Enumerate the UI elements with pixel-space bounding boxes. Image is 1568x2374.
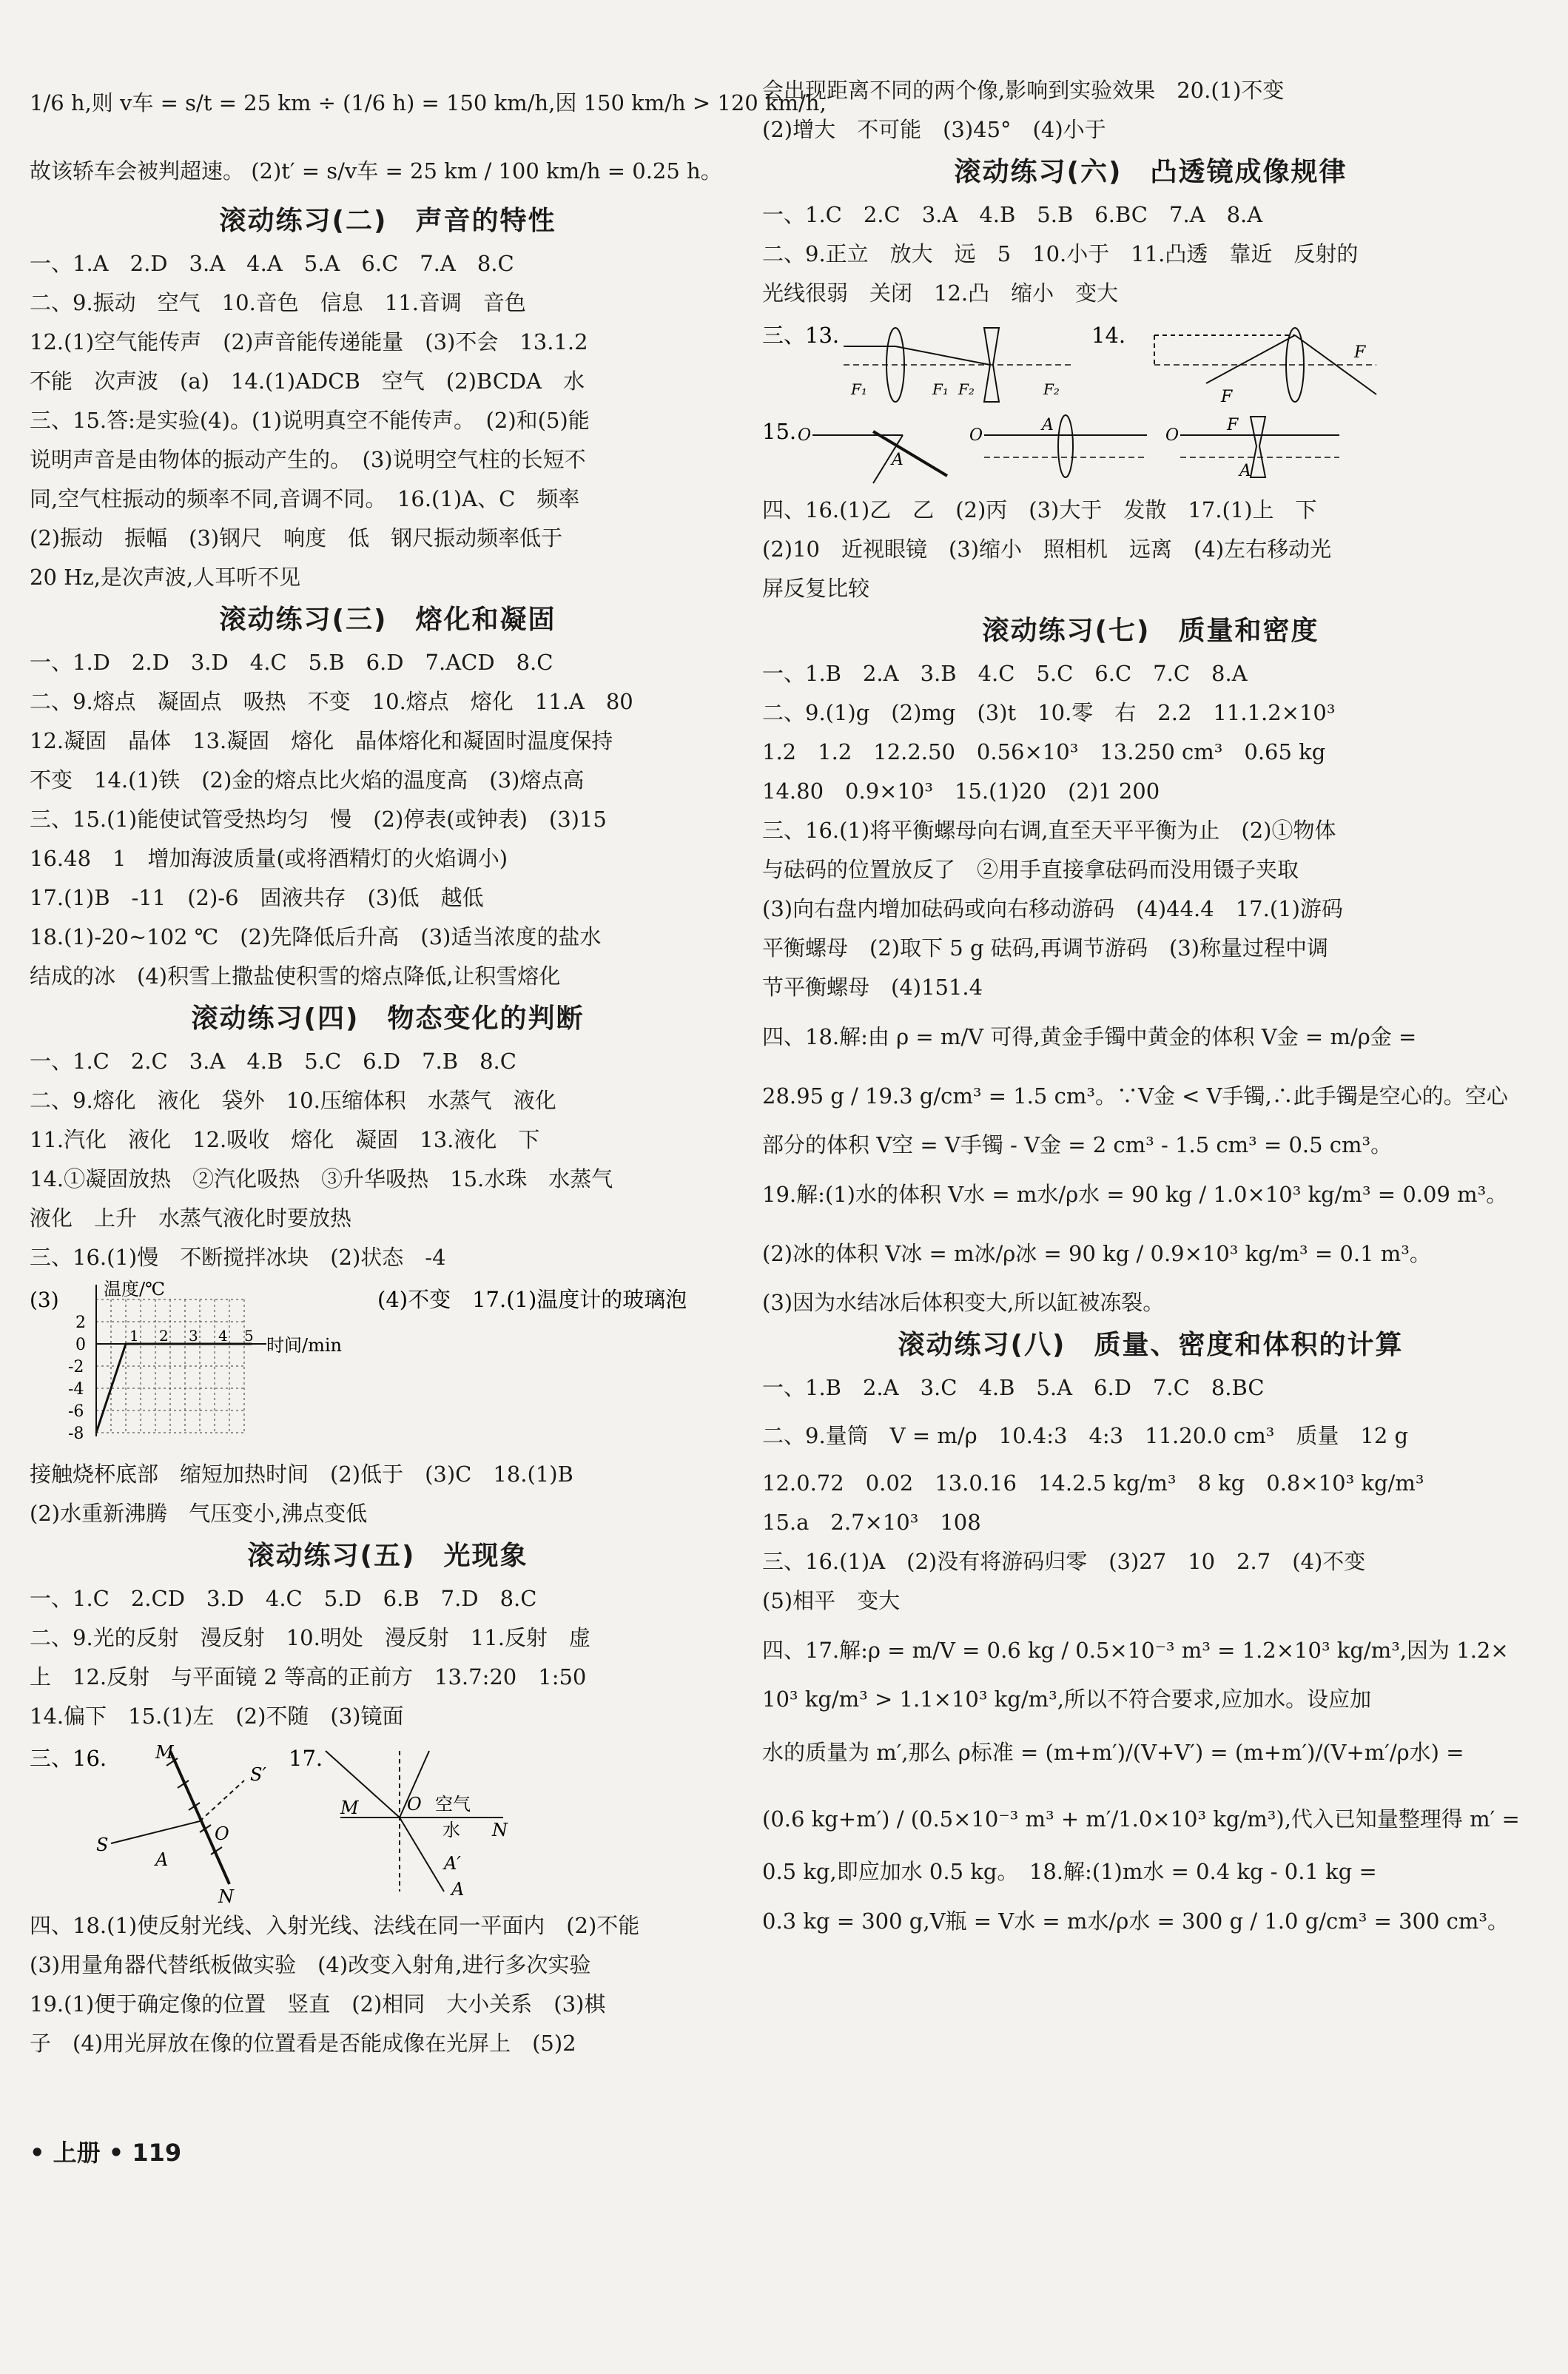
point-label: O <box>407 1794 422 1815</box>
point-label: N <box>492 1820 508 1840</box>
text-line: 12.(1)空气能传声 (2)声音能传递能量 (3)不会 13.1.2 <box>30 329 588 354</box>
y-tick: -6 <box>68 1402 84 1421</box>
text-line: 20 Hz,是次声波,人耳听不见 <box>30 565 301 590</box>
text-line: 一、1.B 2.A 3.B 4.C 5.C 6.C 7.C 8.A <box>762 661 1248 686</box>
section-title-6: 滚动练习(六) 凸透镜成像规律 <box>954 157 1347 187</box>
x-axis-label: 时间/min <box>266 1335 342 1356</box>
section-3-body <box>30 643 746 996</box>
text-line: 会出现距离不同的两个像,影响到实验效果 20.(1)不变 <box>762 78 1285 103</box>
point-label: F <box>1221 388 1233 406</box>
x-tick: 1 <box>129 1327 139 1345</box>
text-line: 11.汽化 液化 12.吸收 熔化 凝固 13.液化 下 <box>30 1127 540 1152</box>
text-line: 二、9.正立 放大 远 5 10.小于 11.凸透 靠近 反射的 <box>762 241 1359 266</box>
point-label: N <box>218 1886 234 1907</box>
point-label: F₂ <box>958 380 975 398</box>
point-label: O <box>798 426 812 445</box>
text-line: 结成的冰 (4)积雪上撒盐使积雪的熔点降低,让积雪熔化 <box>30 964 561 989</box>
text-line: 12.0.72 0.02 13.0.16 14.2.5 kg/m³ 8 kg 0.8×10³ kg/m³ <box>762 1470 1424 1496</box>
section-title-3: 滚动练习(三) 熔化和凝固 <box>219 605 556 635</box>
graph-item-label: (3) <box>30 1288 59 1312</box>
section-2-body <box>30 244 746 597</box>
text-line: 节平衡螺母 (4)151.4 <box>762 975 983 1000</box>
text-line: 液化 上升 水蒸气液化时要放热 <box>30 1206 352 1231</box>
text-line: (3)用量角器代替纸板做实验 (4)改变入射角,进行多次实验 <box>30 1952 591 1977</box>
incident-ray <box>326 1751 400 1818</box>
fig13-label: 三、13. <box>762 323 840 348</box>
text-line: 12.凝固 晶体 13.凝固 熔化 晶体熔化和凝固时温度保持 <box>30 728 613 753</box>
text-line: 10³ kg/m³ > 1.1×10³ kg/m³,所以不符合要求,应加水。设应加 <box>762 1687 1372 1712</box>
virtual-ray <box>200 1780 244 1821</box>
lens-figures-b <box>762 409 1539 491</box>
text-line: 14.①凝固放热 ②汽化吸热 ③升华吸热 15.水珠 水蒸气 <box>30 1166 613 1191</box>
concave-lens <box>1251 417 1265 477</box>
page-footer: • 上册 • 119 <box>30 2139 182 2167</box>
text-line: 三、16.(1)慢 不断搅拌冰块 (2)状态 -4 <box>30 1245 446 1270</box>
text-line: 接触烧杯底部 缩短加热时间 (2)低于 (3)C 18.(1)B <box>30 1462 573 1487</box>
point-label: A <box>451 1879 465 1900</box>
temperature-graph-figure <box>30 1277 746 1455</box>
text-line: 三、15.答:是实验(4)。(1)说明真空不能传声。 (2)和(5)能 <box>30 408 590 433</box>
text-line: 一、1.C 2.CD 3.D 4.C 5.D 6.B 7.D 8.C <box>30 1586 537 1611</box>
section-title-4: 滚动练习(四) 物态变化的判断 <box>191 1003 585 1034</box>
lens-diagrams-15 <box>762 409 1539 491</box>
text-line: 部分的体积 V空 = V手镯 - V金 = 2 cm³ - 1.5 cm³ = 0.5 cm³。 <box>762 1132 1393 1157</box>
text-line: 0.5 kg,即应加水 0.5 kg。 18.解:(1)m水 = 0.4 kg - 0.1 kg = <box>762 1859 1377 1884</box>
point-label: O <box>1165 426 1180 445</box>
graph-side-text: (4)不变 17.(1)温度计的玻璃泡 <box>377 1287 687 1312</box>
point-label: O <box>215 1823 229 1844</box>
point-label: F₁ <box>851 380 867 398</box>
plane-mirror <box>170 1751 229 1884</box>
text-line: 四、18.解:由 ρ = m/V 可得,黄金手镯中黄金的体积 V金 = m/ρ金 = <box>762 1024 1417 1049</box>
section-5-body <box>30 1579 746 1736</box>
section-4-body <box>30 1042 746 1277</box>
fig14-label: 14. <box>1091 323 1126 348</box>
text-line: 子 (4)用光屏放在像的位置看是否能成像在光屏上 (5)2 <box>30 2031 576 2056</box>
incident-ray <box>111 1821 200 1843</box>
text-line: (3)向右盘内增加砝码或向右移动游码 (4)44.4 17.(1)游码 <box>762 896 1343 921</box>
text-line: 说明声音是由物体的振动产生的。 (3)说明空气柱的长短不 <box>30 447 586 472</box>
point-label: F <box>1227 416 1239 434</box>
text-line: (2)增大 不可能 (3)45° (4)小于 <box>762 117 1106 142</box>
text-line: 四、17.解:ρ = m/V = 0.6 kg / 0.5×10⁻³ m³ = 1.2×10³ kg/m³,因为 1.2× <box>762 1638 1509 1663</box>
text-line: 三、16.(1)A (2)没有将游码归零 (3)27 10 2.7 (4)不变 <box>762 1549 1366 1574</box>
point-label: S <box>96 1835 109 1855</box>
text-line: (2)10 近视眼镜 (3)缩小 照相机 远离 (4)左右移动光 <box>762 537 1332 562</box>
point-label: S′ <box>250 1764 266 1785</box>
text-line: (2)冰的体积 V冰 = m冰/ρ冰 = 90 kg / 0.9×10³ kg/m³ = 0.1 m³。 <box>762 1241 1431 1266</box>
text-line: 一、1.C 2.C 3.A 4.B 5.C 6.D 7.B 8.C <box>30 1049 517 1074</box>
y-tick: 0 <box>75 1336 86 1354</box>
text-line: 19.(1)便于确定像的位置 竖直 (2)相同 大小关系 (3)棋 <box>30 1991 606 2017</box>
text-line: 二、9.振动 空气 10.音色 信息 11.音调 音色 <box>30 290 526 315</box>
text-line: 光线很弱 关闭 12.凸 缩小 变大 <box>762 280 1119 306</box>
text-line: 不变 14.(1)铁 (2)金的熔点比火焰的温度高 (3)熔点高 <box>30 767 585 793</box>
text-line: 14.80 0.9×10³ 15.(1)20 (2)1 200 <box>762 779 1160 804</box>
point-label: F₁ <box>932 380 949 398</box>
text-line: 三、16.(1)将平衡螺母向右调,直至天平平衡为止 (2)①物体 <box>762 818 1336 843</box>
lens-figures-a <box>762 313 1539 409</box>
point-label: A′ <box>444 1853 461 1874</box>
reflection-diagrams <box>30 1736 746 1906</box>
text-line: 一、1.C 2.C 3.A 4.B 5.B 6.BC 7.A 8.A <box>762 202 1263 227</box>
fig15-label: 15. <box>762 419 797 444</box>
convex-lens <box>1058 415 1073 477</box>
point-label: A <box>155 1849 169 1870</box>
y-tick: -4 <box>68 1380 84 1399</box>
text-line: 1.2 1.2 12.2.50 0.56×10³ 13.250 cm³ 0.65 kg <box>762 739 1326 764</box>
text-line: (5)相平 变大 <box>762 1588 901 1613</box>
text-line: 故该轿车会被判超速。 (2)t′ = s/v车 = 25 km / 100 km/h = 0.25 h。 <box>30 158 722 184</box>
section-title-7: 滚动练习(七) 质量和密度 <box>982 616 1319 646</box>
refracted-ray <box>400 1818 444 1892</box>
text-line: 二、9.(1)g (2)mg (3)t 10.零 右 2.2 11.1.2×10³ <box>762 700 1336 725</box>
text-line: 二、9.熔点 凝固点 吸热 不变 10.熔点 熔化 11.A 80 <box>30 689 633 714</box>
fig16-label: 三、16. <box>30 1746 107 1771</box>
text-line: 与砝码的位置放反了 ②用手直接拿砝码而没用镊子夹取 <box>762 857 1299 882</box>
text-line: 一、1.D 2.D 3.D 4.C 5.B 6.D 7.ACD 8.C <box>30 650 553 675</box>
x-tick: 5 <box>244 1327 254 1345</box>
x-tick: 3 <box>189 1327 198 1345</box>
point-label: A <box>892 451 904 469</box>
text-line: (0.6 kg+m′) / (0.5×10⁻³ m³ + m′/1.0×10³ kg/m³),代入已知量整理得 m′ = <box>762 1806 1520 1832</box>
text-line: 上 12.反射 与平面镜 2 等高的正前方 13.7:20 1:50 <box>30 1664 587 1689</box>
text-line: 同,空气柱振动的频率不同,音调不同。 16.(1)A、C 频率 <box>30 486 580 511</box>
point-label: A <box>1042 416 1054 434</box>
text-line: 平衡螺母 (2)取下 5 g 砝码,再调节游码 (3)称量过程中调 <box>762 935 1329 961</box>
point-label: F₂ <box>1043 380 1060 398</box>
text-line: 14.偏下 15.(1)左 (2)不随 (3)镜面 <box>30 1704 404 1729</box>
point-label: M <box>155 1742 174 1763</box>
right-column <box>762 71 1539 1951</box>
x-tick: 4 <box>218 1327 228 1345</box>
text-line: 28.95 g / 19.3 g/cm³ = 1.5 cm³。∵V金 < V手镯,∴此手镯是空心的。空心 <box>762 1083 1508 1109</box>
point-label: M <box>340 1798 359 1818</box>
text-line: (2)水重新沸腾 气压变小,沸点变低 <box>30 1501 368 1526</box>
fig17-label: 17. <box>289 1746 323 1771</box>
temperature-graph <box>30 1277 746 1455</box>
point-label: A <box>1239 462 1251 480</box>
point-label: F <box>1354 343 1366 362</box>
text-line: 屏反复比较 <box>762 576 870 601</box>
text-line: 二、9.熔化 液化 袋外 10.压缩体积 水蒸气 液化 <box>30 1088 556 1113</box>
text-line: 四、16.(1)乙 乙 (2)丙 (3)大于 发散 17.(1)上 下 <box>762 497 1317 522</box>
text-line: 15.a 2.7×10³ 108 <box>762 1510 981 1535</box>
text-line: 1/6 h,则 v车 = s/t = 25 km ÷ (1/6 h) = 150 km/h,因 150 km/h > 120 km/h, <box>30 90 827 115</box>
section-title-5: 滚动练习(五) 光现象 <box>247 1541 528 1571</box>
text-line: 18.(1)-20~102 ℃ (2)先降低后升高 (3)适当浓度的盐水 <box>30 924 602 949</box>
x-tick: 2 <box>159 1327 169 1345</box>
text-line: 17.(1)B -11 (2)-6 固液共存 (3)低 越低 <box>30 885 484 910</box>
text-line: 一、1.B 2.A 3.C 4.B 5.A 6.D 7.C 8.BC <box>762 1375 1265 1400</box>
text-line: (3)因为水结冰后体积变大,所以缸被冻裂。 <box>762 1290 1165 1315</box>
section-title-8: 滚动练习(八) 质量、密度和体积的计算 <box>898 1330 1404 1360</box>
point-label: O <box>969 426 983 445</box>
text-line: 水的质量为 m′,那么 ρ标准 = (m+m′)/(V+V′) = (m+m′)/(V+m′/ρ水) = <box>762 1740 1464 1765</box>
medium-label: 空气 <box>435 1794 471 1815</box>
section-8-body <box>762 1368 1539 1951</box>
section-6-body <box>762 195 1539 313</box>
section-title-2: 滚动练习(二) 声音的特性 <box>219 206 556 236</box>
text-line: 二、9.量筒 V = m/ρ 10.4:3 4:3 11.20.0 cm³ 质量 12 g <box>762 1423 1409 1448</box>
text-line: 三、15.(1)能使试管受热均匀 慢 (2)停表(或钟表) (3)15 <box>30 807 607 832</box>
text-line: 四、18.(1)使反射光线、入射光线、法线在同一平面内 (2)不能 <box>30 1913 640 1938</box>
text-line: 19.解:(1)水的体积 V水 = m水/ρ水 = 90 kg / 1.0×10³ kg/m³ = 0.09 m³。 <box>762 1182 1508 1207</box>
mirror-figures <box>30 1736 746 1906</box>
text-line: 不能 次声波 (a) 14.(1)ADCB 空气 (2)BCDA 水 <box>30 369 585 394</box>
medium-label: 水 <box>443 1820 460 1840</box>
text-line: (2)振动 振幅 (3)钢尺 响度 低 钢尺振动频率低于 <box>30 525 563 551</box>
text-line: 16.48 1 增加海波质量(或将酒精灯的火焰调小) <box>30 846 508 871</box>
y-axis-label: 温度/℃ <box>104 1279 165 1299</box>
section-7-body <box>762 654 1539 1322</box>
lens-diagrams-13-14 <box>762 313 1539 409</box>
text-line: 0.3 kg = 300 g,V瓶 = V水 = m水/ρ水 = 300 g / 1.0 g/cm³ = 300 cm³。 <box>762 1909 1510 1934</box>
text-line: 一、1.A 2.D 3.A 4.A 5.A 6.C 7.A 8.C <box>30 251 514 276</box>
y-tick: 2 <box>75 1314 86 1332</box>
text-line: 二、9.光的反射 漫反射 10.明处 漫反射 11.反射 虚 <box>30 1625 590 1650</box>
plane-mirror <box>873 431 947 476</box>
y-tick: -2 <box>68 1358 84 1376</box>
y-tick: -8 <box>68 1425 84 1443</box>
